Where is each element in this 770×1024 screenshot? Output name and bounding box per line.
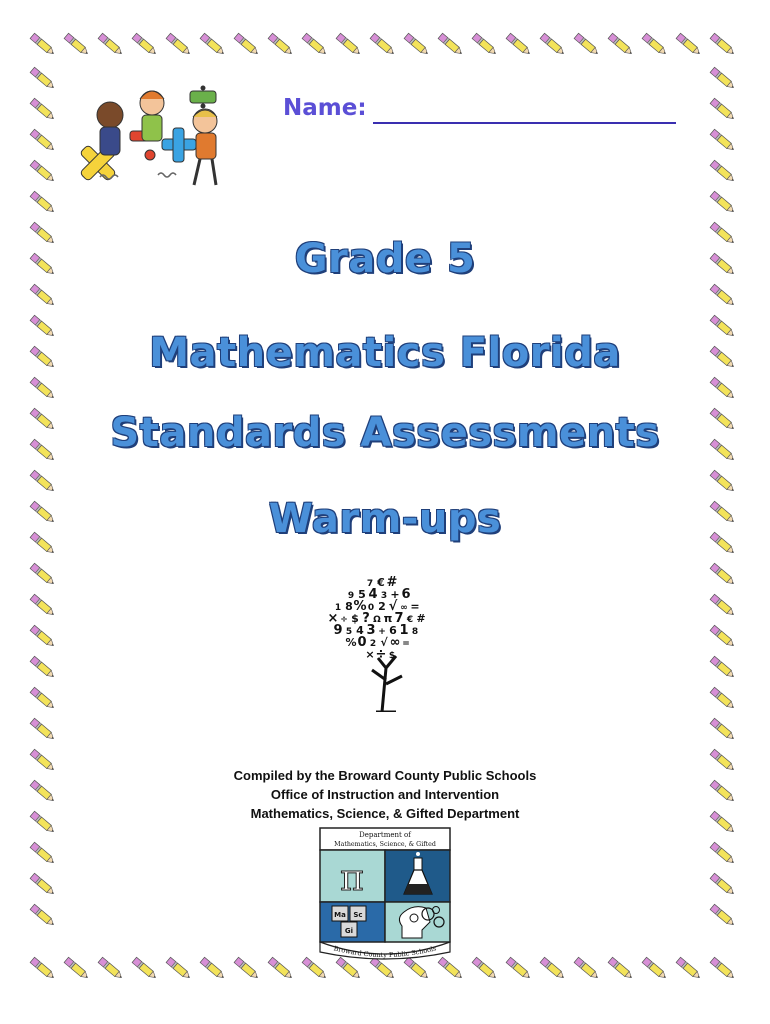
pencil-icon: [30, 957, 56, 980]
tree-symbol: ÷: [340, 615, 348, 625]
pencil-icon: [336, 33, 362, 56]
pencil-icon: [30, 98, 56, 121]
credits-line-2: Office of Instruction and Intervention: [270, 787, 500, 802]
pencil-icon: [710, 842, 736, 865]
tree-symbol: 9: [347, 591, 355, 601]
pencil-icon: [30, 129, 56, 152]
pencil-icon: [98, 957, 124, 980]
pencil-icon: [268, 33, 294, 56]
pencil-icon: [710, 594, 736, 617]
title-subject: Mathematics Florida: [149, 330, 621, 376]
department-logo: [318, 826, 452, 962]
title-warmups: Warm-ups: [268, 496, 502, 542]
tree-symbol: +: [390, 588, 400, 601]
pencil-icon: [710, 67, 736, 90]
pencil-icon: [200, 957, 226, 980]
pencil-icon: [30, 160, 56, 183]
tree-symbol: 5: [358, 588, 366, 601]
tree-symbols: [328, 575, 426, 662]
pencil-icon: [506, 33, 532, 56]
pencil-icon: [30, 594, 56, 617]
title-assessment: Standards Assessments: [110, 410, 660, 456]
logo-top-line-2: Mathematics, Science, & Gifted: [334, 841, 436, 848]
pencil-icon: [132, 33, 158, 56]
tree-symbol: ∞: [400, 603, 408, 613]
logo-pi-symbol: π: [340, 858, 364, 899]
tree-symbol: 0: [357, 635, 367, 650]
tree-symbol: ?: [362, 611, 370, 626]
pencil-icon: [302, 33, 328, 56]
pencil-icon: [574, 957, 600, 980]
element-ma: Ma: [334, 911, 346, 919]
tree-symbol: €: [406, 615, 414, 625]
tree-symbol: %: [353, 599, 367, 614]
credits-line-3: Mathematics, Science, & Gifted Department: [250, 806, 520, 821]
tree-symbol: 5: [345, 627, 353, 637]
pencil-icon: [710, 873, 736, 896]
tree-symbol: ÷: [375, 647, 387, 662]
kids-math-clipart: [70, 85, 240, 200]
pencil-icon: [710, 33, 736, 56]
pencil-icon: [710, 377, 736, 400]
pencil-icon: [30, 656, 56, 679]
tree-symbol: √: [388, 599, 398, 614]
tree-symbol: ∞: [389, 635, 401, 650]
tree-symbol: +: [378, 627, 386, 637]
pencil-icon: [472, 33, 498, 56]
pencil-icon: [676, 33, 702, 56]
pencil-icon: [676, 957, 702, 980]
pencil-icon: [30, 377, 56, 400]
pencil-icon: [64, 957, 90, 980]
pencil-icon: [30, 67, 56, 90]
tree-symbol: 7: [394, 611, 404, 626]
tree-symbol: 9: [333, 623, 343, 638]
tree-symbol: 8: [411, 627, 419, 637]
credits-block: [0, 766, 770, 823]
pencil-icon: [234, 33, 260, 56]
tree-symbol: =: [410, 600, 420, 613]
pencil-icon: [710, 904, 736, 927]
pencil-icon: [642, 33, 668, 56]
pencil-icon: [710, 470, 736, 493]
pencil-icon: [710, 563, 736, 586]
pencil-icon: [30, 873, 56, 896]
logo-bottom-text: Broward County Public Schools: [332, 944, 438, 960]
tree-symbol: 8: [345, 600, 353, 613]
pencil-icon: [710, 625, 736, 648]
pencil-icon: [540, 957, 566, 980]
tree-symbol: 3: [366, 623, 376, 638]
pencil-icon: [472, 957, 498, 980]
number-tree-illustration: [316, 572, 446, 712]
pencil-icon: [642, 957, 668, 980]
pencil-icon: [30, 625, 56, 648]
pencil-icon: [132, 957, 158, 980]
pencil-icon: [710, 160, 736, 183]
tree-symbol: 0: [367, 603, 375, 613]
tree-symbol: 4: [368, 587, 378, 602]
logo-top-line-1: Department of: [359, 831, 411, 839]
name-label: Name:: [283, 95, 367, 121]
tree-symbol: %: [345, 636, 357, 649]
pencil-icon: [710, 687, 736, 710]
tree-symbol: $: [351, 612, 359, 625]
tree-symbol: Ω: [373, 615, 381, 625]
pencil-icon: [370, 33, 396, 56]
tree-symbol: 3: [380, 591, 388, 601]
name-blank-line[interactable]: [373, 122, 676, 124]
element-gi: Gi: [344, 927, 354, 935]
tree-symbol: 1: [399, 623, 409, 638]
pencil-icon: [404, 33, 430, 56]
name-field: [283, 95, 683, 131]
tree-symbol: 7: [366, 579, 374, 589]
tree-symbol: 6: [401, 587, 411, 602]
title-grade: Grade 5: [294, 236, 476, 282]
pencil-icon: [540, 33, 566, 56]
pencil-icon: [506, 957, 532, 980]
pencil-icon: [710, 129, 736, 152]
tree-symbol: 4: [356, 624, 364, 637]
pencil-icon: [268, 957, 294, 980]
tree-symbol: €: [377, 576, 385, 589]
pencil-icon: [30, 904, 56, 927]
pencil-icon: [438, 33, 464, 56]
tree-symbol: 6: [389, 624, 397, 637]
tree-symbol: 2: [369, 639, 377, 649]
element-sc: Sc: [353, 911, 363, 919]
tree-symbol: $: [388, 651, 396, 661]
pencil-icon: [30, 687, 56, 710]
tree-symbol: 1: [334, 603, 342, 613]
pencil-icon: [166, 957, 192, 980]
tree-symbol: ×: [327, 611, 339, 626]
pencil-icon: [200, 33, 226, 56]
pencil-icon: [166, 33, 192, 56]
pencil-icon: [234, 957, 260, 980]
pencil-icon: [608, 957, 634, 980]
pencil-icon: [30, 842, 56, 865]
pencil-icon: [710, 98, 736, 121]
tree-symbol: #: [386, 575, 398, 590]
pencil-icon: [30, 470, 56, 493]
pencil-icon: [30, 33, 56, 56]
pencil-icon: [710, 656, 736, 679]
pencil-icon: [710, 284, 736, 307]
pencil-icon: [608, 33, 634, 56]
pencil-icon: [98, 33, 124, 56]
pencil-icon: [30, 284, 56, 307]
tree-symbol: #: [416, 612, 426, 625]
tree-symbol: =: [402, 639, 410, 649]
credits-line-1: Compiled by the Broward County Public Schools: [233, 768, 537, 783]
pencil-icon: [710, 191, 736, 214]
pencil-icon: [30, 563, 56, 586]
pencil-icon: [30, 718, 56, 741]
pencil-icon: [574, 33, 600, 56]
tree-symbol: π: [383, 612, 393, 625]
pencil-icon: [710, 718, 736, 741]
pencil-icon: [710, 957, 736, 980]
pencil-icon: [64, 33, 90, 56]
tree-symbol: ×: [365, 648, 375, 661]
tree-symbol: 2: [378, 600, 386, 613]
pencil-icon: [30, 191, 56, 214]
tree-symbol: √: [380, 636, 388, 649]
